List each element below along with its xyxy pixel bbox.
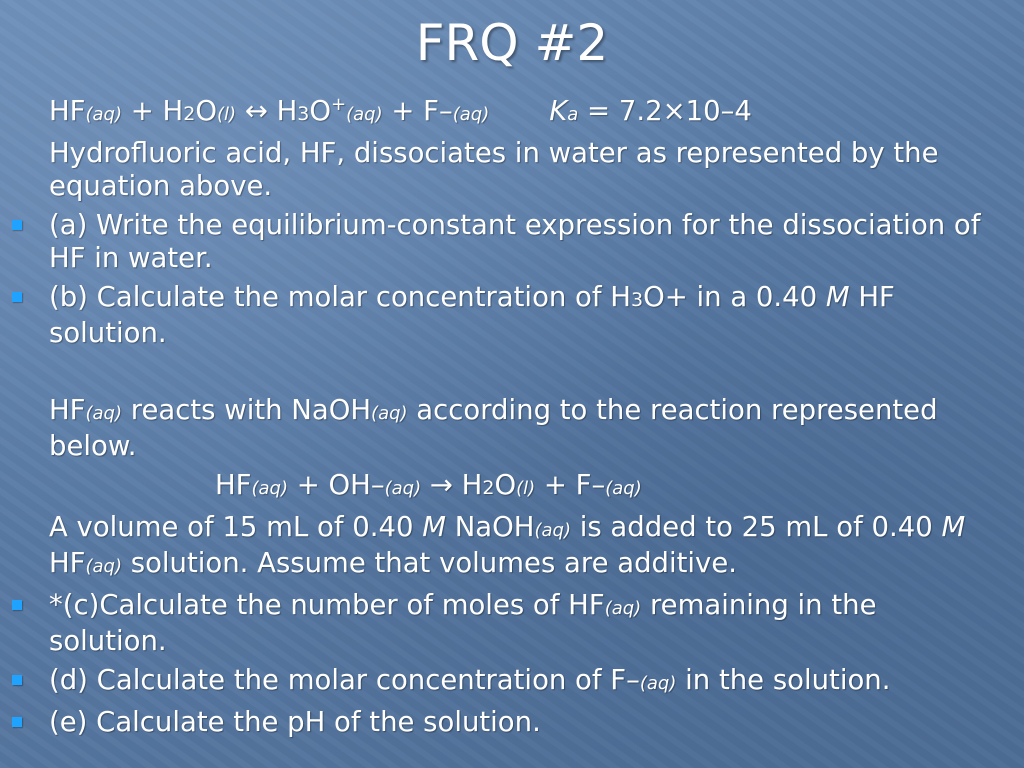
slide-title: FRQ #2 [415,14,609,72]
slide-content [49,95,999,745]
equilibrium-arrow-icon: ↔ [236,95,277,127]
ka-value: 7.2×10–4 [618,95,752,127]
part-e: (e) Calculate the pH of the solution. [49,706,999,739]
reaction-arrow-icon: → H [421,469,483,501]
reaction-text: HF(aq) reacts with NaOH(aq) according to the reaction represented below. [49,394,938,462]
part-c: *(c)Calculate the number of moles of HF(aq) remaining in the solution. [49,589,999,658]
part-a: (a) Write the equilibrium-constant expression for the dissociation of HF in water. [49,209,999,275]
neutralization-equation: HF(aq) + OH–(aq) → H2O(l) + F–(aq) [215,469,642,501]
part-d: (d) Calculate the molar concentration of F–(aq) in the solution. [49,664,999,700]
part-b: (b) Calculate the molar concentration of H3O+ in a 0.40 M HF solution. [49,281,999,350]
intro-text: Hydrofluoric acid, HF, dissociates in water as represented by the equation above. [49,137,939,202]
dissociation-equation: HF(aq) + H2O(l) ↔ H3O+(aq) + F–(aq) Ka = 7.2×10–4 [49,93,752,127]
volume-text: A volume of 15 mL of 0.40 M NaOH(aq) is added to 25 mL of 0.40 M HF(aq) solution. Assume that volumes are additive. [49,511,966,579]
